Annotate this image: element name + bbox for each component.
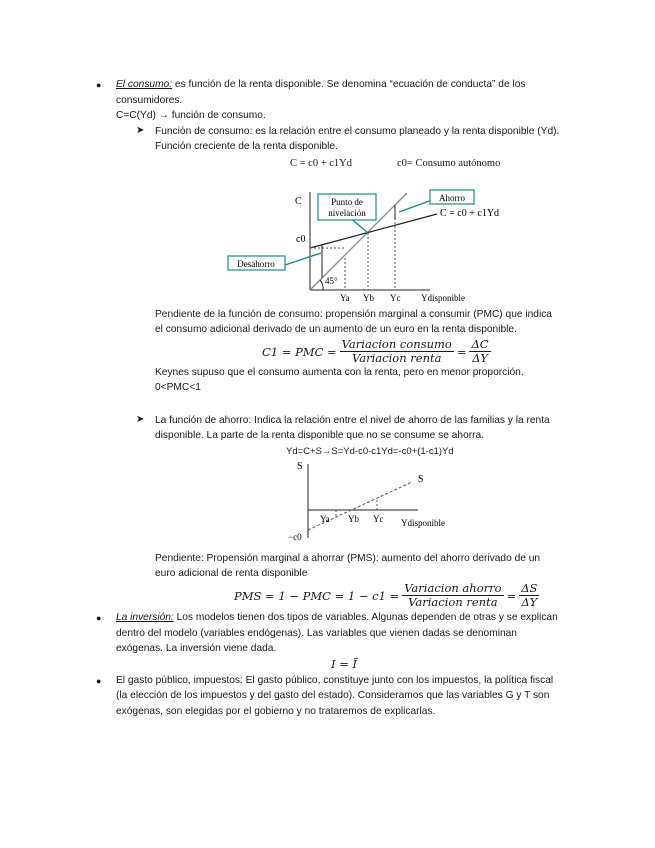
gasto-line-1: El gasto público, impuestos: El gasto público, constituye junto con los impuestos, la política fiscal: [116, 675, 554, 686]
consumo-term: El consumo:: [116, 79, 173, 90]
ahorro-formula: Yd=C+S→S=Yd-c0-c1Yd=-c0+(1-c1)Yd: [286, 446, 454, 457]
funcion-consumo-line-1: Función de consumo: es la relación entre el consumo planeado y la renta disponible (Yd).: [155, 126, 560, 137]
pms-equation: PMS = 1 − PMC = 1 − c1 = $\frac{\text{Variacion ahorro}}{\text{Variacion renta}}$ = $\frac{\Delta S}{\Delta Y}$: [234, 581, 538, 609]
inversion-equation: I = Ī: [331, 657, 358, 671]
inversion-line-3: exógenas. La inversión viene dada.: [116, 643, 277, 654]
x-axis-label: Ydisponible: [421, 293, 465, 303]
box-ahorro-label: Ahorro: [439, 193, 465, 203]
gasto-line-3: exógenas, son elegidas por el gobierno y no trataremos de explicarlas.: [116, 706, 436, 717]
consumo-line-3: C=C(Yd) → función de consumo.: [116, 110, 266, 121]
neg-c0-label: −c0: [288, 532, 302, 542]
pendiente-consumo-line-1: Pendiente de la función de consumo: propensión marginal a consumir (PMC) que indica: [155, 309, 552, 320]
tick-yc: Yc: [373, 514, 384, 524]
consumo-formula: C = c0 + c1Yd: [290, 158, 353, 169]
gasto-line-2: (la elección de los impuestos y del gasto del estado). Consideramos que las variables G y T son: [116, 690, 550, 701]
savings-chart: [280, 456, 480, 546]
c0-label: c0: [296, 234, 306, 245]
box-desahorro-label: Desahorro: [237, 259, 275, 269]
bullet-dot: ●: [96, 613, 102, 623]
x-axis-label: Ydisponible: [401, 518, 445, 528]
funcion-ahorro-line-1: La función de ahorro: Indica la relación entre el nivel de ahorro de las familias y la renta: [155, 415, 550, 426]
pmc-equation: C1 = PMC = $\frac{\text{Variacion consumo}}{\text{Variacion renta}}$ = $\frac{\Delta C}{\Delta Y}$: [262, 337, 489, 365]
bullet-dot: ●: [96, 676, 102, 686]
pendiente-consumo-line-2: el consumo adicional derivado de un aumento de un euro en la renta disponible.: [155, 324, 517, 335]
pendiente-ahorro-line-1: Pendiente: Propensión marginal a ahorrar (PMS): aumento del ahorro derivado de un: [155, 553, 541, 564]
inversion-term: La inversión:: [116, 612, 174, 623]
line-label: C = c0 + c1Yd: [440, 208, 500, 219]
tick-ya: Ya: [320, 514, 330, 524]
consumption-chart: [225, 180, 515, 305]
arrow-bullet-icon: ➤: [136, 125, 145, 136]
box-punto-line-1: Punto de: [331, 197, 363, 207]
tick-yb: Yb: [348, 514, 359, 524]
inversion-line-1: La inversión: Los modelos tienen dos tipos de variables. Algunas dependen de otras y se explican: [116, 612, 558, 623]
arrow-bullet-icon: ➤: [136, 414, 145, 425]
tick-yb: Yb: [363, 293, 374, 303]
consumo-formula-note: c0= Consumo autónomo: [397, 158, 501, 169]
s-line-label: S: [418, 474, 424, 485]
consumo-line-1: El consumo: es función de la renta disponible. Se denomina “ecuación de conducta” de los: [116, 79, 526, 90]
keynes-line-2: 0<PMC<1: [155, 382, 201, 393]
consumo-line-2: consumidores.: [116, 95, 183, 106]
keynes-line-1: Keynes supuso que el consumo aumenta con la renta, pero en menor proporción.: [155, 367, 524, 378]
tick-ya: Ya: [340, 293, 350, 303]
angle-label: 45°: [325, 276, 338, 286]
pendiente-ahorro-line-2: euro adicional de renta disponible: [155, 568, 308, 579]
tick-yc: Yc: [390, 293, 401, 303]
s-axis-label: S: [297, 461, 303, 472]
funcion-consumo-line-2: Función creciente de la renta disponible.: [155, 141, 338, 152]
box-punto-line-2: nivelación: [328, 208, 366, 218]
funcion-ahorro-line-2: disponible. La parte de la renta disponible que no se consume se ahorra.: [155, 430, 485, 441]
bullet-dot: ●: [96, 80, 102, 90]
y-axis-label: C: [295, 196, 302, 207]
inversion-line-2: dentro del modelo (variables endógenas). Las variables que vienen dadas se denominan: [116, 628, 517, 639]
